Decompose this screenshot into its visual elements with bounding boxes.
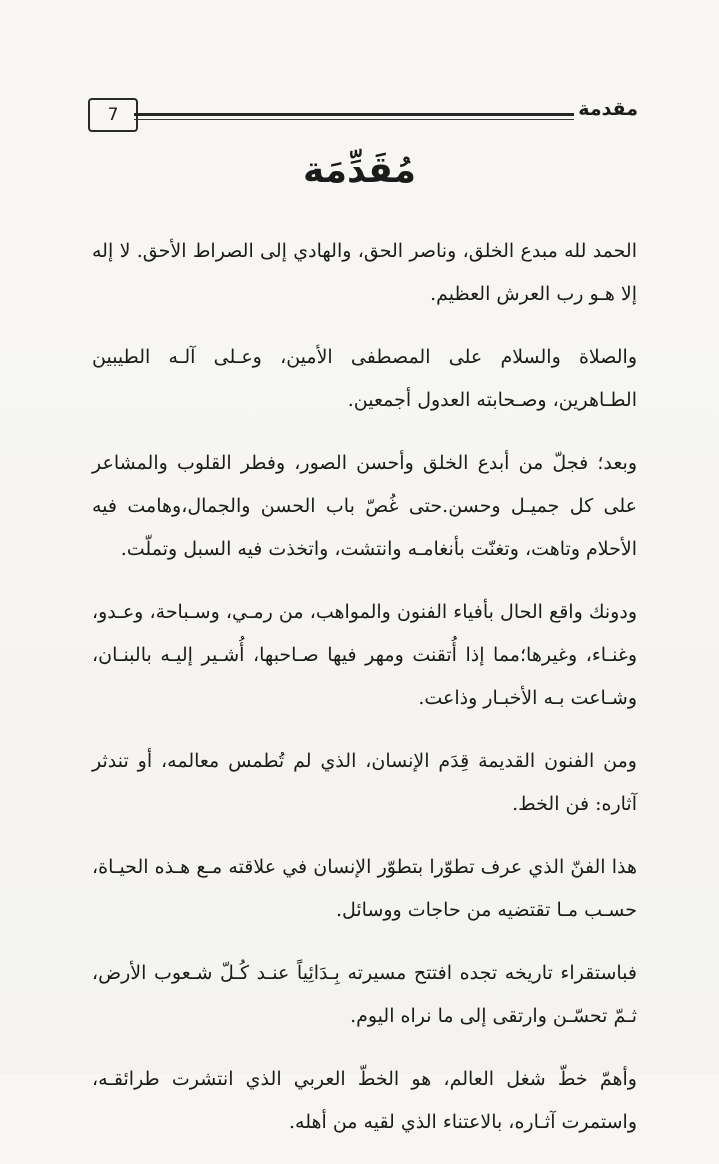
paragraph: والصلاة والسلام على المصطفى الأمين، وعـلى آلـه الطيبين الطـاهرين، وصـحابته العدول أجمعين. <box>92 346 637 411</box>
header-rule <box>134 113 574 116</box>
paragraph: وبعد؛ فجلّ من أبدع الخلق وأحسن الصور، وفطر القلوب والمشاعر على كل جميـل وحسن.حتى غُصّ باب الحسن والجمال،وهامت فيه الأحلام وتاهت، وتغنّت بأنغامـه وانتشت، واتخذت فيه السبل وتملّت. <box>92 452 637 560</box>
paragraph: ودونك واقع الحال بأفياء الفنون والمواهب، من رمـي، وسـباحة، وعـدو، وغنـاء، وغيرها؛مما إذا أُتقنت ومهر فيها صـاحبها، أُشـير إليـه بالبنـان، وشـاعت بـه الأخبـار وذاعت. <box>92 601 637 709</box>
running-title: مقدمة <box>578 98 638 120</box>
paragraph: هذا الفنّ الذي عرف تطوّرا بتطوّر الإنسان في علاقته مـع هـذه الحيـاة، حسـب مـا تقتضيه من حاجات ووسائل. <box>92 856 637 921</box>
header-rule-thin <box>134 119 574 120</box>
paragraph: وأهمّ خطّ شغل العالم، هو الخطّ العربي الذي انتشرت طرائقـه، واستمرت آثـاره، بالاعتناء الذي لقيه من أهله. <box>92 1068 637 1133</box>
paragraph: ومن الفنون القديمة قِدَم الإنسان، الذي لم تُطمس معالمه، أو تندثر آثاره: فن الخط. <box>92 750 637 815</box>
paragraph: الحمد لله مبدع الخلق، وناصر الحق، والهادي إلى الصراط الأحق. لا إله إلا هـو رب العرش العظيم. <box>92 240 637 305</box>
running-header <box>88 96 638 136</box>
body-text <box>92 230 637 1164</box>
paragraph: فباستقراء تاريخه تجده افتتح مسيرته بِـدَائِياً عنـد كُـلّ شـعوب الأرض، ثـمّ تحسّـن وارتقى إلى ما نراه اليوم. <box>92 962 637 1027</box>
chapter-title: مُقَدِّمَة <box>302 150 417 191</box>
page-number: 7 <box>88 98 138 132</box>
